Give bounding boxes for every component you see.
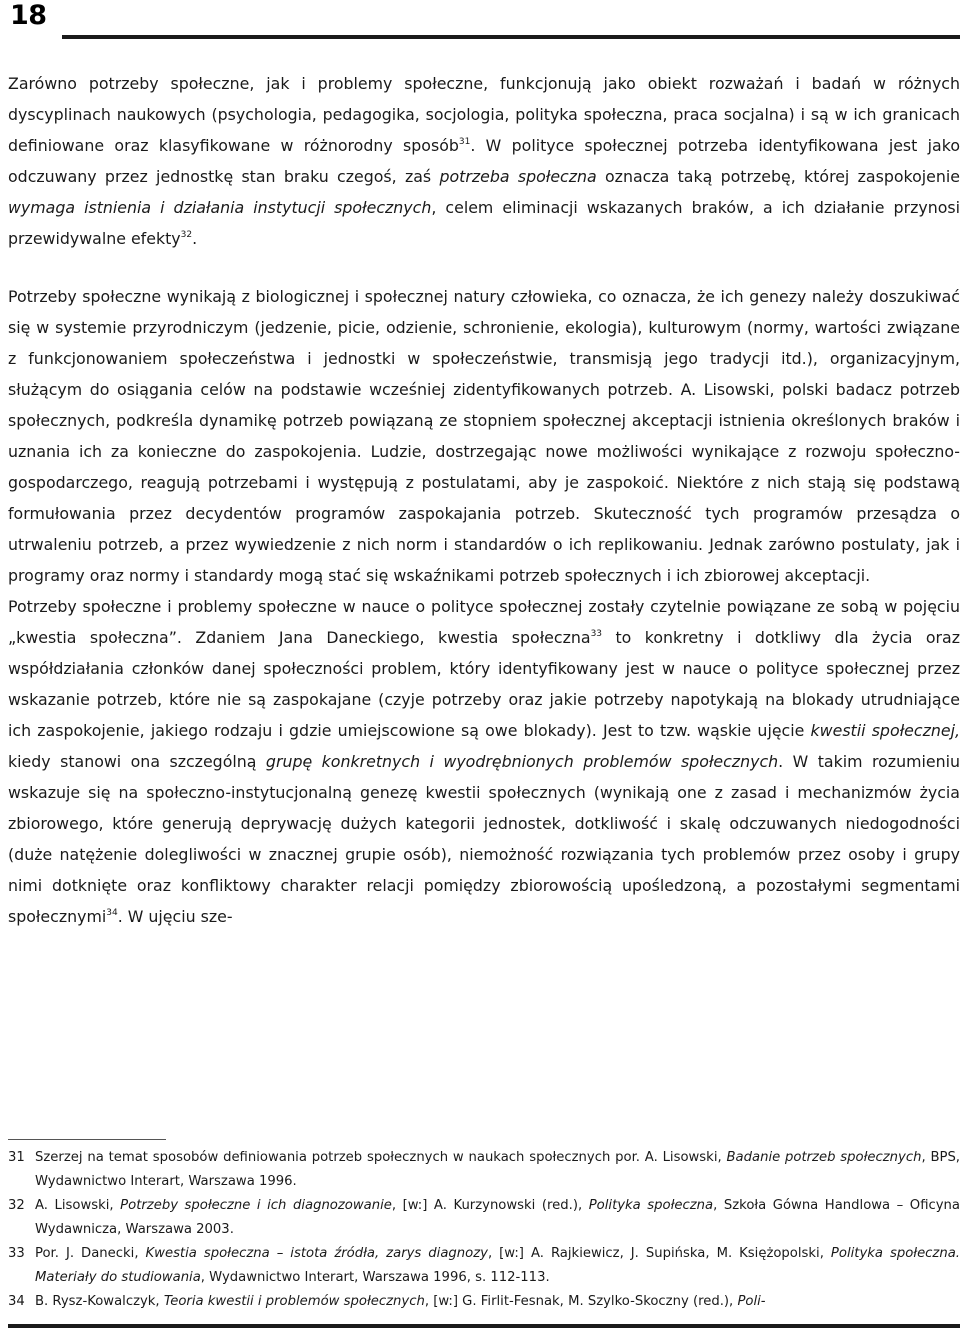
- text-run: , BPS, Wydawnictwo Interart, Warszawa 1996.: [35, 1150, 960, 1189]
- footnote: [8, 1146, 960, 1194]
- text-run: , [w:] A. Rajkiewicz, J. Supińska, M. Księżopolski,: [487, 1246, 831, 1261]
- paragraph: [8, 591, 960, 932]
- footnote-number: 31: [8, 1150, 25, 1165]
- italic-text: grupę konkretnych i wyodrębnionych problemów społecznych: [265, 752, 779, 771]
- footnote-separator: [8, 1139, 166, 1140]
- body-text: [8, 68, 960, 932]
- footnote-reference: 31: [458, 137, 471, 147]
- text-run: , Szkoła Gówna Handlowa – Oficyna Wydawnicza, Warszawa 2003.: [35, 1198, 960, 1237]
- footnote-reference: 34: [106, 908, 118, 918]
- text-run: A. Lisowski,: [35, 1198, 121, 1213]
- page-number: 18: [10, 0, 47, 31]
- italic-text: Badanie potrzeb społecznych: [726, 1150, 922, 1165]
- text-run: oznacza taką potrzebę, której zaspokojenie: [596, 167, 960, 186]
- text-run: Potrzeby społeczne i problemy społeczne w nauce o polityce społecznej zostały czytelnie powiązane ze sobą w pojęciu „kwestia społeczna”. Zdaniem Jana Daneckiego, kwestia społeczna: [8, 597, 960, 647]
- text-run: . W ujęciu sze-: [117, 907, 233, 926]
- paragraph: [8, 281, 960, 591]
- footnote-number: 34: [8, 1294, 25, 1309]
- footnote-reference: 32: [180, 230, 193, 240]
- footer-rule: [8, 1324, 960, 1328]
- text-run: kiedy stanowi ona szczególną: [8, 752, 266, 771]
- footnote: [8, 1194, 960, 1242]
- header-rule: [62, 35, 960, 39]
- footnote-number: 32: [8, 1198, 25, 1213]
- footnote-reference: 33: [590, 629, 603, 639]
- footnote: [8, 1242, 960, 1290]
- italic-text: Poli-: [737, 1294, 766, 1309]
- text-run: , [w:] A. Kurzynowski (red.),: [391, 1198, 589, 1213]
- italic-text: Potrzeby społeczne i ich diagnozowanie: [120, 1198, 392, 1213]
- italic-text: Polityka społeczna: [588, 1198, 714, 1213]
- italic-text: wymaga istnienia i działania instytucji społecznych: [8, 198, 432, 217]
- text-run: .: [192, 229, 198, 248]
- italic-text: Teoria kwestii i problemów społecznych: [163, 1294, 425, 1309]
- italic-text: Polityka społeczna. Materiały do studiowania: [35, 1246, 960, 1285]
- paragraph: [8, 68, 960, 254]
- text-run: Zarówno potrzeby społeczne, jak i problemy społeczne, funkcjonują jako obiekt rozważań i badań w różnych dyscyplinach naukowych (psychologia, pedagogika, socjologia, polityka społeczna, praca socjalna) i są w ich granicach definiowane oraz klasyfikowane w różnorodny sposób: [8, 74, 960, 155]
- italic-text: potrzeba społeczna: [439, 167, 597, 186]
- italic-text: kwestii społecznej,: [810, 721, 960, 740]
- footnotes: [8, 1146, 960, 1314]
- text-run: Szerzej na temat sposobów definiowania potrzeb społecznych w naukach społecznych por. A. Lisowski,: [35, 1150, 727, 1165]
- text-run: B. Rysz-Kowalczyk,: [35, 1294, 164, 1309]
- text-run: Potrzeby społeczne wynikają z biologicznej i społecznej natury człowieka, co oznacza, że ich genezy należy doszukiwać się w systemie przyrodniczym (jedzenie, picie, odzienie, schronienie, ekologia), kulturowym (normy, wartości związane z funkcjonowaniem społeczeństwa i jednostki w społeczeństwie, transmisją jego tradycji itd.), organizacyjnym, służącym do osiągania celów na podstawie wcześniej zidentyfikowanych potrzeb. A. Lisowski, polski badacz potrzeb społecznych, podkreśla dynamikę potrzeb powiązaną ze stopniem społecznej akceptacji istnienia określonych braków i uznania ich za konieczne do zaspokojenia. Ludzie, dostrzegając nowe możliwości wynikające z rozwoju społeczno-gospodarczego, reagują potrzebami i występują z postulatami, aby je zaspokoić. Niektóre z nich stają się podstawą formułowania przez decydentów programów zaspokajania potrzeb. Skuteczność tych programów przesądza o utrwaleniu potrzeb, a przez wywiedzenie z nich norm i standardów o ich replikowaniu. Jednak zarówno postulaty, jak i programy oraz normy i standardy mogą stać się wskaźnikami potrzeb społecznych i ich zbiorowej akceptacji.: [8, 287, 960, 585]
- text-run: . W polityce społecznej potrzeba identyfikowana jest jako odczuwany przez jednostkę stan braku czegoś, zaś: [8, 136, 960, 186]
- text-run: , [w:] G. Firlit-Fesnak, M. Szylko-Skoczny (red.),: [424, 1294, 738, 1309]
- text-run: to konkretny i dotkliwy dla życia oraz współdziałania członków danej społeczności problem, który identyfikowany jest w nauce o polityce społecznej przez wskazanie potrzeb, które nie są zaspokajane (czyje potrzeby oraz jakie potrzeby napotykają na blokady utrudniające ich zaspokojenie, jakiego rodzaju i gdzie umiejscowione są owe blokady). Jest to tzw. wąskie ujęcie: [8, 628, 960, 740]
- text-run: . W takim rozumieniu wskazuje się na społeczno-instytucjonalną genezę kwestii społecznych (wynikają one z zasad i mechanizmów życia zbiorowego, które generują deprywację dużych kategorii jednostek, dotkliwość i skalę odczuwanych niedogodności (duże natężenie dolegliwości w znacznej grupie osób), niemożność rozwiązania tych problemów przez osoby i grupy nimi dotknięte oraz konfliktowy charakter relacji pomiędzy zbiorowością upośledzoną, a pozostałymi segmentami społecznymi: [8, 752, 960, 926]
- footnote-number: 33: [8, 1246, 25, 1261]
- paragraph-gap: [8, 254, 960, 281]
- text-run: , celem eliminacji wskazanych braków, a ich działanie przynosi przewidywalne efekty: [8, 198, 960, 248]
- text-run: Por. J. Danecki,: [35, 1246, 146, 1261]
- footnote: [8, 1290, 960, 1314]
- text-run: , Wydawnictwo Interart, Warszawa 1996, s. 112-113.: [200, 1270, 550, 1285]
- italic-text: Kwestia społeczna – istota źródła, zarys diagnozy: [145, 1246, 488, 1261]
- page-header: [0, 0, 960, 42]
